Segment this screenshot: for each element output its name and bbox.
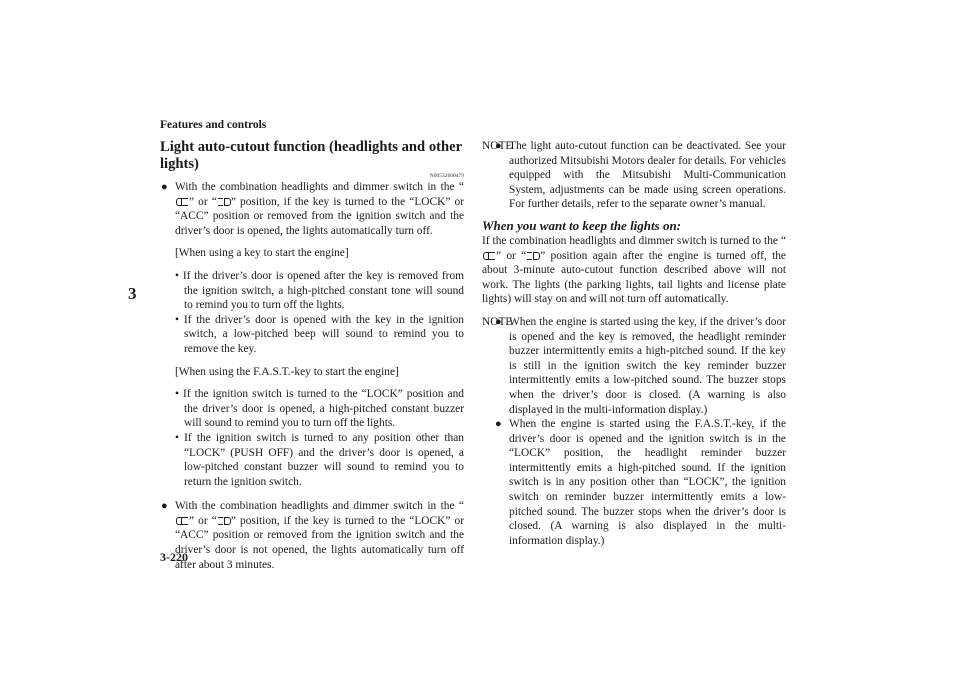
auto-cutout-bullet [160, 180, 464, 238]
page-number: 3-220 [160, 550, 188, 564]
list-item: • If the driver’s door is opened after the key is removed from the ignition switch, a high-pitched constant tone will sound to remind you to turn off the lights. [175, 269, 464, 312]
headlight-icon [527, 251, 539, 260]
right-column [482, 139, 786, 548]
key-start-section [175, 246, 464, 489]
list-item: • If the ignition switch is turned to the “LOCK” position and the driver’s door is opened, a high-pitched constant buzzer will sound to remind you to turn off the lights. [175, 388, 464, 430]
keep-lights-heading: When you want to keep the lights on: [482, 217, 681, 233]
paragraph-text: If the combination headlights and dimmer switch is turned to the “ [482, 234, 786, 247]
chapter-tab: 3 [128, 284, 137, 303]
parking-light-icon [176, 197, 188, 206]
bullet-text: ” position, if the key is turned to the “LOCK” or “ACC” position or removed from the ignition switch and the driver’s door is not opened, the lights automatically turn off after about 3 minutes. [175, 514, 465, 571]
auto-cutout-timer-bullet [160, 499, 464, 572]
bullet-text: ” position, if the key is turned to the “LOCK” or “ACC” position or removed from the ignition switch and the driver’s door is opened, the lights automatically turn off. [175, 195, 465, 237]
left-column [160, 139, 464, 572]
note-item: ● When the engine is started using the F.A.S.T.-key, if the driver’s door is opened and the ignition switch is in the “LOCK” position, the headlight reminder buzzer intermittently emits a high-pitched sound. If the ignition switch is in any position other than “LOCK”, the ignition switch on reminder buzzer intermittently emits a low-pitched sound. The buzzer stops when the driver’s door is closed. (A warning is also displayed in the multi-information display.) [494, 417, 786, 548]
section-code: N00532600479 [429, 173, 464, 179]
list-item: • If the driver’s door is opened with the key in the ignition switch, a low-pitched beep will sound to remind you to remove the key. [175, 313, 464, 355]
note-label: NOTE [482, 140, 513, 152]
paragraph-text: ” position again after the engine is turned off, the about 3-minute auto-cutout function described above will not work. The lights (the parking lights, tail lights and license plate lights) will stay on and will not turn off automatically. [482, 249, 786, 306]
headlight-icon [218, 197, 230, 206]
note-item: ● When the engine is started using the key, if the driver’s door is opened and the key is removed, the headlight reminder buzzer intermittently emits a high-pitched sound. If the key is still in the ignition switch the key reminder buzzer intermittently emits a low-pitched sound. The buzzer stops when the driver’s door is closed. (A warning is also displayed in the multi-information display.) [494, 315, 786, 417]
note-label: NOTE [482, 315, 513, 328]
parking-light-icon [176, 516, 188, 525]
bullet-text: ” or “ [189, 195, 217, 208]
paragraph-text: ” or “ [496, 249, 527, 262]
list-item: • If the ignition switch is turned to any position other than “LOCK” (PUSH OFF) and the driver’s door is opened, a low-pitched constant buzzer will sound to remind you to return the ignition switch. [175, 431, 464, 488]
headlight-icon [218, 516, 230, 525]
key-start-heading: [When using a key to start the engine] [175, 247, 349, 260]
bullet-text: With the combination headlights and dimmer switch in the “ [175, 500, 464, 513]
bullet-text: With the combination headlights and dimmer switch in the “ [175, 181, 464, 193]
running-header: Features and controls [160, 119, 267, 131]
keep-lights-paragraph [482, 234, 786, 307]
fast-key-heading: [When using the F.A.S.T.-key to start the engine] [175, 365, 399, 378]
bullet-text: ” or “ [189, 514, 217, 527]
parking-light-icon [483, 251, 495, 260]
section-title: Light auto-cutout function (headlights and other lights) [160, 139, 462, 172]
note-item: ● The light auto-cutout function can be deactivated. See your authorized Mitsubishi Motors dealer for details. For vehicles equipped with the Mitsubishi Multi-Communication System, adjustments can be made using screen operations. For further details, refer to the separate owner’s manual. [494, 139, 786, 212]
